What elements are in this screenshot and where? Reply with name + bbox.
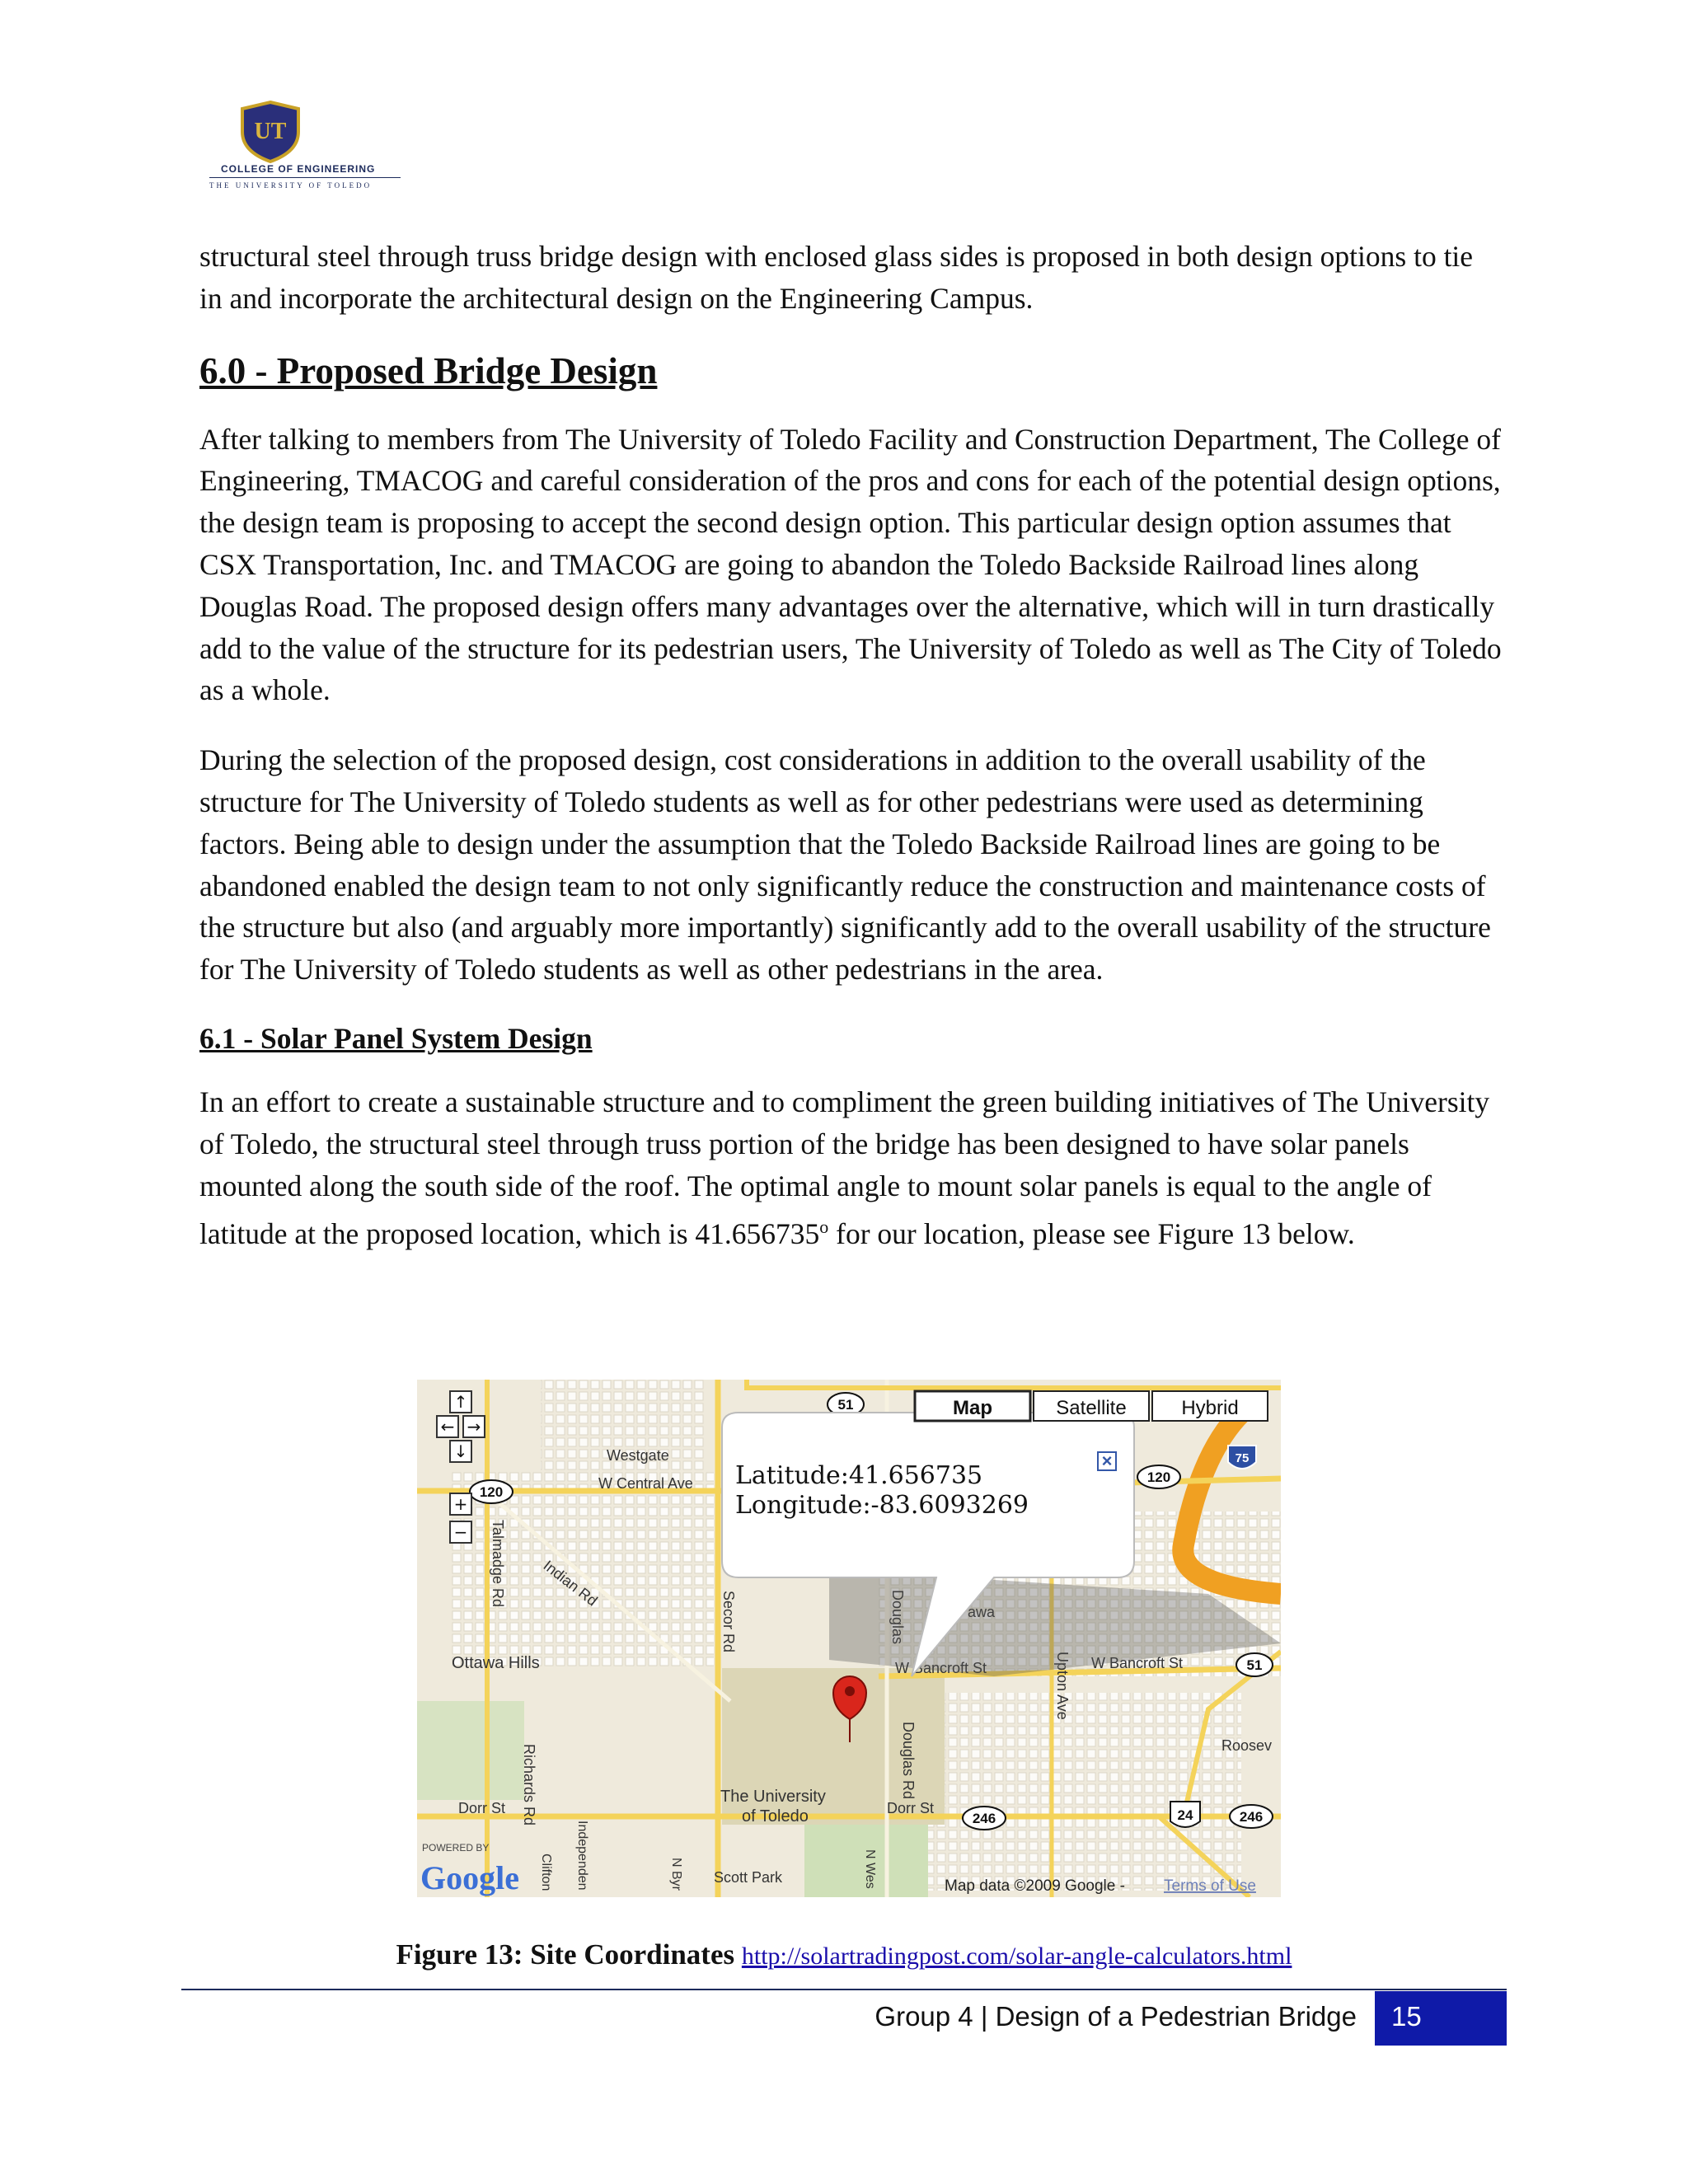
paragraph-solar-text-end: for our location, please see Figure 13 below. [828,1217,1355,1251]
route-shield-246-east-label: 246 [1239,1809,1264,1825]
map-data-attribution: Map data ©2009 Google - [945,1877,1125,1895]
map-label-dorr-east: Dorr St [887,1800,935,1816]
footer-title: Group 4 | Design of a Pedestrian Bridge [874,2001,1357,2032]
paragraph-continuation: structural steel through truss bridge design with enclosed glass sides is proposed in both design options to tie in and incorporate the architectural design on the Engineering Campus. [199,240,1474,315]
site-map-figure [417,1380,1281,1897]
route-shield-24-label: 24 [1177,1807,1193,1823]
map-label-bancroft-east: W Bancroft St [1091,1655,1184,1671]
map-label-secor: Secor Rd [720,1591,737,1653]
logo-monogram: UT [254,119,287,144]
tab-satellite-label: Satellite [1056,1397,1127,1419]
page-number-box [1375,1991,1507,2046]
pan-left-icon: ← [440,1417,455,1436]
logo-university-text: THE UNIVERSITY OF TOLEDO [209,181,373,190]
map-label-of-toledo: of Toledo [742,1807,809,1825]
pan-down-icon: ↓ [453,1441,468,1461]
google-logo: Google [420,1859,519,1896]
map-label-n-byrne: N Byr [669,1858,683,1891]
powered-by-label: POWERED BY [422,1842,490,1854]
caption-source-link[interactable]: http://solartradingpost.com/solar-angle-calculators.html [741,1943,1292,1970]
route-shield-51-top-label: 51 [837,1397,854,1413]
map-label-n-westwood: N Wes [863,1849,877,1889]
logo-rule [209,177,401,178]
map-label-roosevelt: Roosev [1221,1737,1273,1754]
section-heading: 6.0 - Proposed Bridge Design [199,349,658,391]
tab-map-label: Map [953,1397,992,1419]
map-label-clifton: Clifton [539,1854,553,1891]
map-label-university: The University [720,1788,826,1806]
college-logo [204,97,402,196]
route-shield-120-west-label: 120 [479,1484,504,1500]
page-number: 15 [1391,2001,1422,2032]
logo-college-text: COLLEGE OF ENGINEERING [221,163,376,175]
bubble-longitude: Longitude:-83.6093269 [735,1491,1029,1520]
paragraph-solar [199,1081,1502,1255]
map-label-westgate: Westgate [607,1447,669,1464]
terms-of-use-link[interactable]: Terms of Use [1164,1877,1256,1895]
degree-symbol: o [819,1216,829,1238]
paragraph-solar-text: In an effort to create a sustainable structure and to compliment the green building initiatives of The University of Toledo, the structural steel through truss portion of the bridge has been designed to have solar panels mounted along the south side of the roof. The optimal angle to mount solar panels is equal to the angle of latitude at the proposed location, which is 41.656735 [199,1085,1490,1251]
map-label-upton: Upton Ave [1054,1652,1071,1720]
pan-up-icon: ↑ [453,1392,468,1412]
map-label-scott-park: Scott Park [714,1869,783,1886]
document-body [199,236,1502,1283]
zoom-out-icon: − [453,1522,468,1542]
footer-divider [181,1989,1507,1990]
map-label-dorr: Dorr St [458,1800,506,1816]
map-label-richards: Richards Rd [521,1744,537,1826]
route-shield-75-label: 75 [1235,1451,1250,1465]
paragraph-proposed-design: After talking to members from The University of Toledo Facility and Construction Department, The College of Engineering, TMACOG and careful consideration of the pros and cons for each of the potential design options, the design team is proposing to accept the second design option. This particular design option assumes that CSX Transportation, Inc. and TMACOG are going to abandon the Toledo Backside Railroad lines along Douglas Road. The proposed design offers many advantages over the alternative, which will in turn drastically add to the value of the structure for its pedestrian users, The University of Toledo as well as The City of Toledo as a whole. [199,422,1502,707]
green-area [417,1701,524,1800]
zoom-in-icon: + [453,1494,468,1514]
map-label-talmadge: Talmadge Rd [490,1520,506,1608]
paragraph-selection: During the selection of the proposed design, cost considerations in addition to the overall usability of the structure for The University of Toledo students as well as for other pedestrians were used as determining factors. Being able to design under the assumption that the Toledo Backside Railroad lines are going to be abandoned enabled the design team to not only significantly reduce the construction and maintenance costs of the structure but also (and arguably more importantly) significantly add to the overall usability of the structure for The University of Toledo students as well as other pedestrians in the area. [199,743,1491,987]
map-label-ottawa: awa [968,1604,996,1620]
ut-shield-icon [204,97,402,163]
map-label-ottawa-hills: Ottawa Hills [452,1654,540,1672]
subsection-heading: 6.1 - Solar Panel System Design [199,1021,593,1055]
route-shield-246-west-label: 246 [972,1811,996,1826]
caption-label: Figure 13: Site Coordinates [396,1938,735,1971]
map-label-central: W Central Ave [598,1475,693,1492]
route-shield-51-east-label: 51 [1246,1657,1263,1673]
map-label-douglas: Douglas Rd [900,1722,917,1800]
map-label-bancroft: W Bancroft St [895,1660,987,1676]
map-label-independence: Independen [575,1821,589,1891]
close-icon: × [1101,1451,1113,1471]
tab-hybrid-label: Hybrid [1181,1397,1239,1419]
map-label-douglas-north: Douglas [889,1590,906,1645]
location-pin-dot [845,1686,855,1696]
pan-right-icon: → [467,1417,481,1436]
route-shield-120-east-label: 120 [1146,1469,1171,1485]
bubble-latitude: Latitude:41.656735 [735,1461,983,1490]
figure-caption [0,1938,1688,1971]
map-label-indian: Indian Rd [540,1557,601,1610]
site-map [417,1380,1281,1897]
